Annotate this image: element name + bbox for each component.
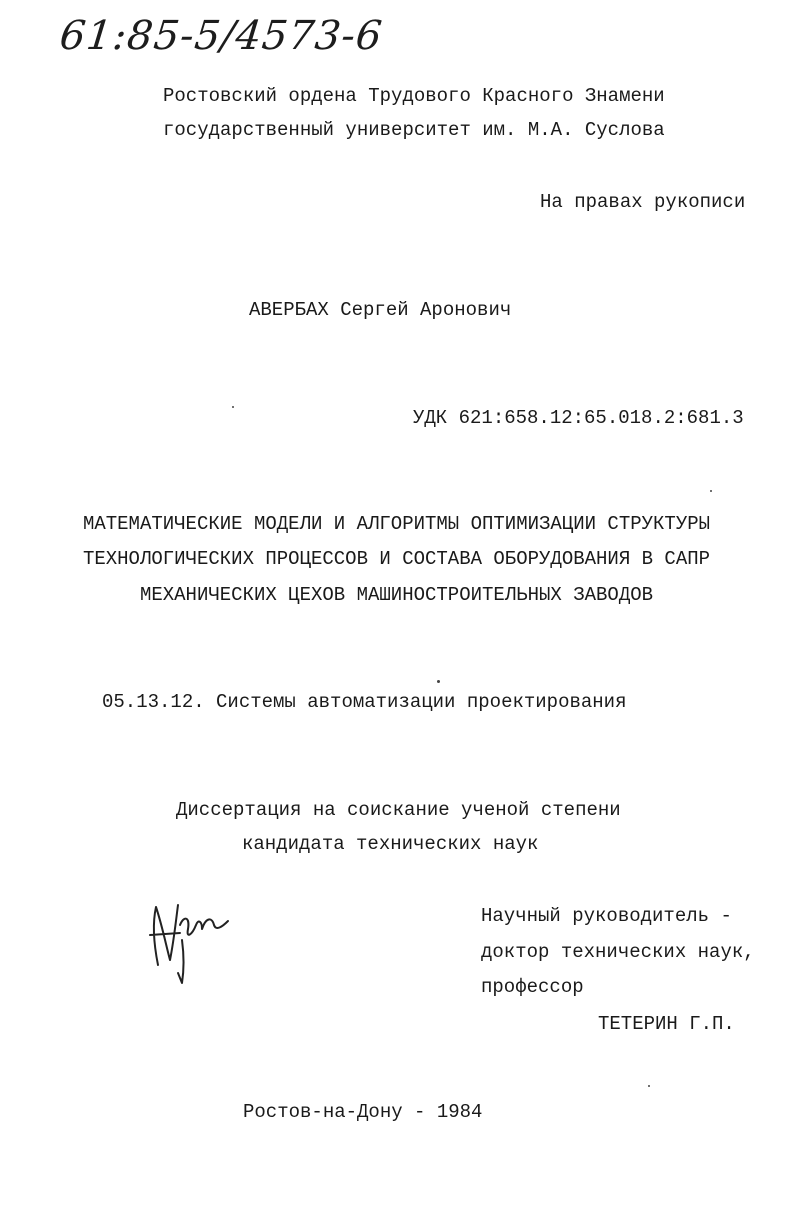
- supervisor-role: Научный руководитель -: [481, 905, 732, 927]
- degree-line-2: кандидата технических наук: [242, 833, 539, 855]
- author-name: АВЕРБАХ Сергей Аронович: [249, 299, 512, 321]
- signature: [140, 895, 240, 990]
- scan-speck: [437, 680, 440, 683]
- place-year: Ростов-на-Дону - 1984: [243, 1101, 483, 1123]
- title-line-3: МЕХАНИЧЕСКИХ ЦЕХОВ МАШИНОСТРОИТЕЛЬНЫХ ЗАВОДОВ: [139, 584, 654, 606]
- scan-speck: [648, 1085, 650, 1087]
- archive-number: 61:85-5/4573-6: [57, 13, 385, 59]
- university-line-2: государственный университет им. М.А. Суслова: [163, 119, 665, 141]
- udc-code: УДК 621:658.12:65.018.2:681.3: [413, 407, 744, 429]
- specialty: 05.13.12. Системы автоматизации проектирования: [102, 691, 627, 713]
- scan-speck: [710, 490, 712, 492]
- supervisor-degree: доктор технических наук,: [481, 941, 755, 963]
- manuscript-note: На правах рукописи: [540, 191, 746, 213]
- supervisor-name: ТЕТЕРИН Г.П.: [598, 1013, 735, 1035]
- scan-speck: [232, 406, 234, 408]
- university-line-1: Ростовский ордена Трудового Красного Знамени: [163, 85, 665, 107]
- supervisor-rank: профессор: [481, 976, 584, 998]
- degree-line-1: Диссертация на соискание ученой степени: [176, 799, 621, 821]
- title-line-1: МАТЕМАТИЧЕСКИЕ МОДЕЛИ И АЛГОРИТМЫ ОПТИМИЗАЦИИ СТРУКТУРЫ: [82, 513, 711, 535]
- title-line-2: ТЕХНОЛОГИЧЕСКИХ ПРОЦЕССОВ И СОСТАВА ОБОРУДОВАНИЯ В САПР: [82, 548, 711, 570]
